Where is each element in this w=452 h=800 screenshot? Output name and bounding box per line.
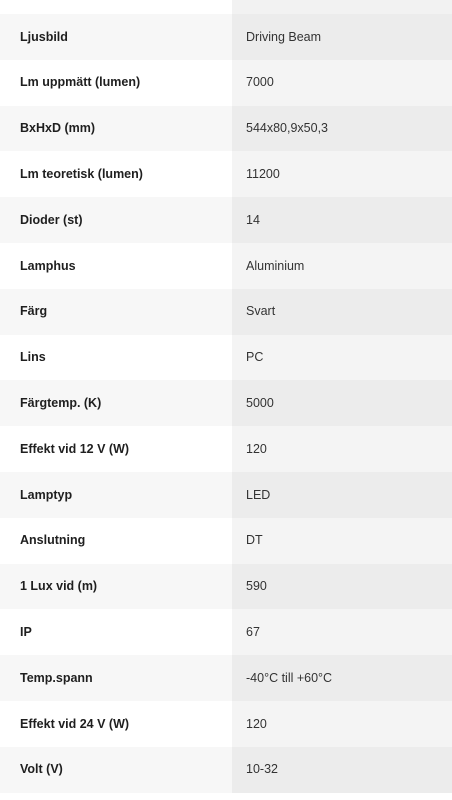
spec-label: Anslutning [0,518,232,564]
table-row [0,197,452,243]
table-row [0,701,452,747]
table-row [0,14,452,60]
table-row [0,380,452,426]
spec-value: 5000 [232,380,452,426]
table-row [0,609,452,655]
spec-label: 1 Lux vid (m) [0,564,232,610]
spec-value: 11200 [232,151,452,197]
spec-label: Lins [0,335,232,381]
table-row [0,60,452,106]
spec-label: Temp.spann [0,655,232,701]
spec-label: Färgtemp. (K) [0,380,232,426]
spec-value: DT [232,518,452,564]
table-row [0,472,452,518]
table-row [0,106,452,152]
spec-label: Lamptyp [0,472,232,518]
spec-value: 120 [232,426,452,472]
spec-label: BxHxD (mm) [0,106,232,152]
table-row [0,747,452,793]
spec-label: Lm teoretisk (lumen) [0,151,232,197]
table-top-value-cell [232,0,452,14]
spec-label: Lm uppmätt (lumen) [0,60,232,106]
table-row [0,426,452,472]
spec-label: Effekt vid 24 V (W) [0,701,232,747]
table-row [0,289,452,335]
table-top-label-cell [0,0,232,14]
spec-value: Driving Beam [232,14,452,60]
table-top-strip [0,0,452,14]
spec-value: 10-32 [232,747,452,793]
table-row [0,243,452,289]
spec-label: Dioder (st) [0,197,232,243]
spec-label: Färg [0,289,232,335]
spec-label: Volt (V) [0,747,232,793]
spec-label: Lamphus [0,243,232,289]
spec-value: PC [232,335,452,381]
table-row [0,655,452,701]
table-row [0,151,452,197]
table-row [0,564,452,610]
spec-label: Effekt vid 12 V (W) [0,426,232,472]
spec-value: 67 [232,609,452,655]
spec-label: Ljusbild [0,14,232,60]
table-row [0,335,452,381]
spec-value: -40°C till +60°C [232,655,452,701]
spec-value: 14 [232,197,452,243]
table-row [0,518,452,564]
spec-value: 590 [232,564,452,610]
spec-value: Aluminium [232,243,452,289]
spec-value: 7000 [232,60,452,106]
spec-value: Svart [232,289,452,335]
spec-value: 544x80,9x50,3 [232,106,452,152]
spec-label: IP [0,609,232,655]
spec-value: LED [232,472,452,518]
spec-value: 120 [232,701,452,747]
